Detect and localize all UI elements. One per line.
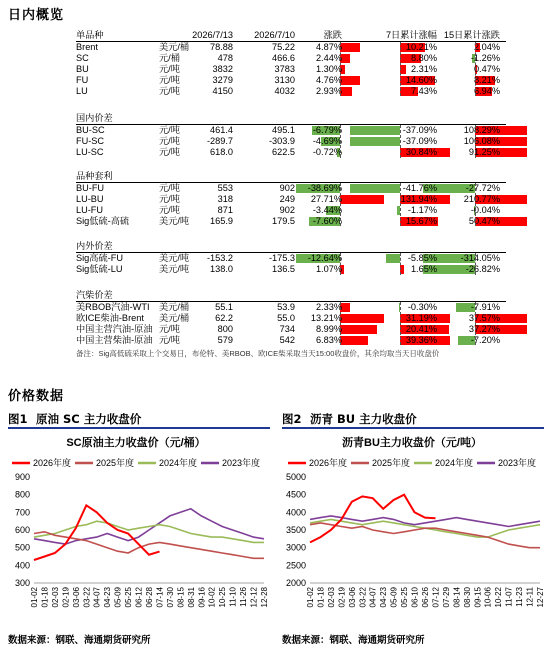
x-tick-label: 06-26 [421,587,430,608]
figure-1-title: 原油 SC 主力收盘价 [36,412,142,426]
row-name: LU [76,85,88,96]
row-unit: 美元/吨 [159,263,190,274]
row-unit: 元/吨 [159,74,180,85]
x-tick-label: 10-22 [494,587,504,608]
row-change: 1.30% [315,63,342,74]
x-tick-label: 02-03 [50,587,60,608]
row-unit: 元/吨 [159,146,180,157]
row-7day: 15.67% [405,215,437,226]
x-tick-label: 08-30 [462,587,472,608]
group-title-2: 品种套利 [76,171,113,181]
row-7day: 14.60% [405,74,437,85]
figure-2-title: 沥青 BU 主力收盘价 [310,412,417,426]
bar-axis-line [475,125,476,158]
row-value-previous: -175.3 [268,252,295,263]
row-name: Sig低硫-LU [76,263,123,274]
x-tick-label: 09-16 [197,587,207,608]
row-value-current: 478 [217,52,233,63]
row-value-current: 138.0 [210,263,233,274]
row-value-current: 3832 [212,63,233,74]
series-line [34,505,160,560]
row-value-previous: 3130 [274,74,295,85]
table-footnote: 备注：Sig高低硫采取上个交易日，布伦特、美RBOB、欧ICE柴采取当天15:00收盘价，其余均取当天日收盘价 [76,349,440,358]
legend-label: 2024年度 [435,458,474,468]
x-tick-label: 01-02 [30,587,39,608]
row-change: 8.99% [315,323,342,334]
bar-axis-line [340,253,341,275]
row-name: LU-SC [76,146,104,157]
x-tick-label: 07-30 [165,587,175,608]
x-tick-label: 12-27 [536,587,545,608]
row-name: FU-SC [76,135,105,146]
row-15day: -27.72% [465,182,500,193]
row-15day: 0.47% [473,63,500,74]
bar-axis-line [475,253,476,275]
sc-price-chart [0,431,272,625]
row-value-previous: 3783 [274,63,295,74]
row-change: -3.44% [312,204,342,215]
row-change: 4.76% [315,74,342,85]
row-7day: 7.43% [410,85,437,96]
row-change: -6.79% [312,124,342,135]
row-value-previous: 902 [279,182,295,193]
row-value-previous: 902 [279,204,295,215]
row-15day: -1.26% [470,52,500,63]
row-unit: 元/桶 [159,52,180,63]
x-tick-label: 01-02 [306,587,315,608]
legend-label: 2026年度 [309,458,348,468]
row-value-previous: 4032 [274,85,295,96]
row-15day: 2.04% [473,41,500,52]
row-unit: 元/吨 [159,193,180,204]
row-value-previous: 249 [279,193,295,204]
row-15day: -7.20% [470,334,500,345]
legend-label: 2024年度 [159,458,198,468]
row-15day: 106.08% [463,135,500,146]
legend-label: 2025年度 [372,458,411,468]
row-unit: 元/吨 [159,63,180,74]
row-change: -7.60% [312,215,342,226]
row-change: 13.21% [310,312,342,323]
group-title-4: 汽柴价差 [76,290,113,300]
figure-1-rule [8,427,270,429]
x-tick-label: 01-18 [40,587,50,608]
row-value-current: 461.4 [210,124,233,135]
legend-label: 2026年度 [33,458,72,468]
y-tick-label: 3500 [285,525,306,535]
row-7day: 2.31% [410,63,437,74]
y-tick-label: 2500 [285,560,306,571]
row-7day: -1.17% [407,204,437,215]
row-unit: 元/吨 [159,182,180,193]
x-tick-label: 07-14 [155,587,165,608]
x-tick-label: 08-14 [452,587,462,608]
row-unit: 元/吨 [159,85,180,96]
row-15day: 37.57% [468,312,500,323]
row-change: 2.93% [315,85,342,96]
x-tick-label: 07-29 [441,587,451,608]
row-7day: 30.84% [405,146,437,157]
chart-title: SC原油主力收盘价（元/桶） [66,437,206,449]
row-value-previous: 734 [279,323,295,334]
row-change: 2.33% [315,301,342,312]
x-tick-label: 02-19 [61,587,71,608]
row-value-current: 800 [217,323,233,334]
header-7day: 7日累计涨幅 [385,30,437,40]
row-value-current: 318 [217,193,233,204]
row-15day: -0.04% [470,204,500,215]
bar-axis-line [400,125,401,158]
x-tick-label: 04-23 [379,587,389,608]
row-15day: 6.94% [473,85,500,96]
y-tick-label: 2000 [285,578,306,588]
x-tick-label: 05-09 [389,587,399,608]
legend-label: 2023年度 [498,458,537,468]
y-tick-label: 500 [14,542,30,553]
y-tick-label: 800 [14,489,30,500]
x-tick-label: 03-22 [82,587,92,608]
row-value-previous: 136.5 [272,263,295,274]
row-value-current: 579 [217,334,233,345]
row-name: 中国主营柴油-原油 [76,334,153,345]
figure-2-number: 图2 [282,412,302,426]
row-change: 2.44% [315,52,342,63]
header-change: 涨跌 [323,30,342,40]
bar-axis-line [400,302,401,346]
legend-label: 2025年度 [96,458,135,468]
data-bar [340,325,377,334]
figure-1-source: 数据来源：钢联、海通期货研究所 [8,635,151,646]
bar-axis-line [475,42,476,97]
x-tick-label: 06-28 [145,587,154,608]
row-value-current: 165.9 [210,215,233,226]
row-unit: 元/吨 [159,323,180,334]
x-tick-label: 11-10 [228,587,238,607]
legend-label: 2023年度 [222,458,261,468]
header-15day: 15日累计涨跌 [443,30,500,40]
y-tick-label: 900 [14,472,30,482]
row-change: -0.72% [312,146,342,157]
x-tick-label: 02-03 [326,587,336,608]
row-value-current: 4150 [212,85,233,96]
x-tick-label: 10-02 [207,587,217,608]
row-unit: 元/吨 [159,124,180,135]
row-7day: -41.76% [402,182,437,193]
row-7day: 1.65% [410,263,437,274]
row-value-previous: 53.9 [277,301,295,312]
row-name: BU-FU [76,182,105,193]
row-7day: -5.85% [407,252,437,263]
bar-axis-line [400,42,401,97]
row-value-current: 55.1 [215,301,233,312]
y-tick-label: 3000 [285,542,306,553]
row-15day: -26.82% [465,263,500,274]
chart-title: 沥青BU主力收盘价（元/吨） [342,437,482,449]
row-name: LU-FU [76,204,104,215]
row-15day: 108.29% [463,124,500,135]
row-15day: 91.25% [468,146,500,157]
row-value-current: 553 [217,182,233,193]
row-15day: 210.77% [463,193,500,204]
row-name: FU [76,74,89,85]
x-tick-label: 03-22 [358,587,368,608]
x-tick-label: 05-09 [113,587,123,608]
bar-axis-line [475,302,476,346]
header-date-1: 2026/7/13 [192,30,233,40]
x-tick-label: 10-25 [218,587,228,608]
bar-axis-line [475,183,476,227]
row-name: 美RBOB汽油-WTI [76,301,150,312]
row-7day: 20.41% [405,323,437,334]
row-change: 4.87% [315,41,342,52]
bar-axis-line [340,183,341,227]
row-value-current: 62.2 [215,312,233,323]
row-15day: 8.21% [473,74,500,85]
section-title-overview: 日内概览 [8,8,65,23]
x-tick-label: 03-06 [347,587,357,608]
row-15day: -314.05% [460,252,500,263]
x-tick-label: 04-07 [368,587,378,608]
row-name: Sig低硫-高硫 [76,215,130,226]
row-name: 欧ICE柴油-Brent [76,312,144,323]
row-value-current: 78.88 [210,41,233,52]
y-tick-label: 5000 [285,472,306,482]
bar-axis-line [400,183,401,227]
row-name: BU [76,63,89,74]
y-tick-label: 400 [14,560,30,571]
x-tick-label: 05-25 [124,587,134,608]
row-7day: 31.19% [405,312,437,323]
x-tick-label: 08-31 [186,587,196,608]
row-unit: 元/吨 [159,204,180,215]
x-tick-label: 12-11 [525,587,535,607]
x-tick-label: 09-15 [473,587,483,608]
row-7day: 10.21% [405,41,437,52]
x-tick-label: 12-28 [260,587,269,608]
row-7day: -37.09% [402,135,437,146]
row-change: -38.69% [307,182,342,193]
group-title-3: 内外价差 [76,241,113,251]
bar-axis-line [340,125,341,158]
bar-axis-line [340,302,341,346]
row-change: -4.69% [312,135,342,146]
row-name: 中国主营汽油-原油 [76,323,153,334]
row-value-current: 3279 [212,74,233,85]
row-value-current: 618.0 [210,146,233,157]
row-7day: -37.09% [402,124,437,135]
row-7day: 39.36% [405,334,437,345]
row-value-previous: 542 [279,334,295,345]
x-tick-label: 12-12 [249,587,259,608]
header-item: 单品种 [76,30,104,40]
row-unit: 美元/吨 [159,215,190,226]
row-value-current: -289.7 [206,135,233,146]
series-line [310,495,436,543]
group-title-1: 国内价差 [76,113,113,123]
row-unit: 元/吨 [159,334,180,345]
row-value-previous: 75.22 [272,41,295,52]
data-bar [340,43,360,52]
row-15day: -7.91% [470,301,500,312]
row-unit: 美元/吨 [159,252,190,263]
row-unit: 美元/桶 [159,312,190,323]
row-unit: 美元/桶 [159,301,190,312]
x-tick-label: 06-10 [410,587,420,608]
y-tick-label: 600 [14,525,30,535]
row-name: Sig高硫-FU [76,252,123,263]
x-tick-label: 11-07 [504,587,514,607]
row-7day: 8.80% [410,52,437,63]
row-value-previous: -303.9 [268,135,295,146]
row-value-previous: 179.5 [272,215,295,226]
figure-2-rule [282,427,544,429]
y-tick-label: 700 [14,507,30,518]
row-name: Brent [76,41,98,52]
x-tick-label: 03-06 [71,587,81,608]
row-7day: -0.30% [407,301,437,312]
row-change: -12.64% [307,252,342,263]
section-title-prices: 价格数据 [8,389,65,404]
x-tick-label: 04-23 [103,587,113,608]
x-tick-label: 05-25 [400,587,410,608]
row-7day: 131.94% [400,193,437,204]
row-name: BU-SC [76,124,105,135]
bar-axis-line [340,42,341,97]
bar-axis-line [400,253,401,275]
header-date-2: 2026/7/10 [254,30,295,40]
row-15day: 37.27% [468,323,500,334]
x-tick-label: 04-07 [92,587,102,608]
row-value-previous: 622.5 [272,146,295,157]
row-change: 1.07% [315,263,342,274]
y-tick-label: 4500 [285,489,306,500]
y-tick-label: 300 [14,578,30,588]
row-name: LU-BU [76,193,104,204]
row-unit: 元/吨 [159,135,180,146]
x-tick-label: 11-23 [515,587,525,607]
x-tick-label: 11-26 [239,587,249,607]
bu-price-chart [276,431,548,625]
row-value-previous: 466.6 [272,52,295,63]
row-change: 6.83% [315,334,342,345]
x-tick-label: 02-19 [337,587,347,608]
row-unit: 美元/桶 [159,41,190,52]
row-value-previous: 55.0 [277,312,295,323]
row-value-previous: 495.1 [272,124,295,135]
row-change: 27.71% [310,193,342,204]
x-tick-label: 07-12 [431,587,441,608]
row-15day: 50.47% [468,215,500,226]
figure-2-source: 数据来源：钢联、海通期货研究所 [282,635,425,646]
row-value-current: 871 [217,204,233,215]
row-name: SC [76,52,89,63]
x-tick-label: 10-06 [483,587,493,608]
row-value-current: -153.2 [206,252,233,263]
y-tick-label: 4000 [285,507,306,518]
data-bar [340,336,368,345]
x-tick-label: 08-15 [176,587,186,608]
x-tick-label: 06-12 [134,587,144,608]
figure-1-number: 图1 [8,412,28,426]
data-bar [340,76,360,85]
x-tick-label: 01-18 [316,587,326,608]
